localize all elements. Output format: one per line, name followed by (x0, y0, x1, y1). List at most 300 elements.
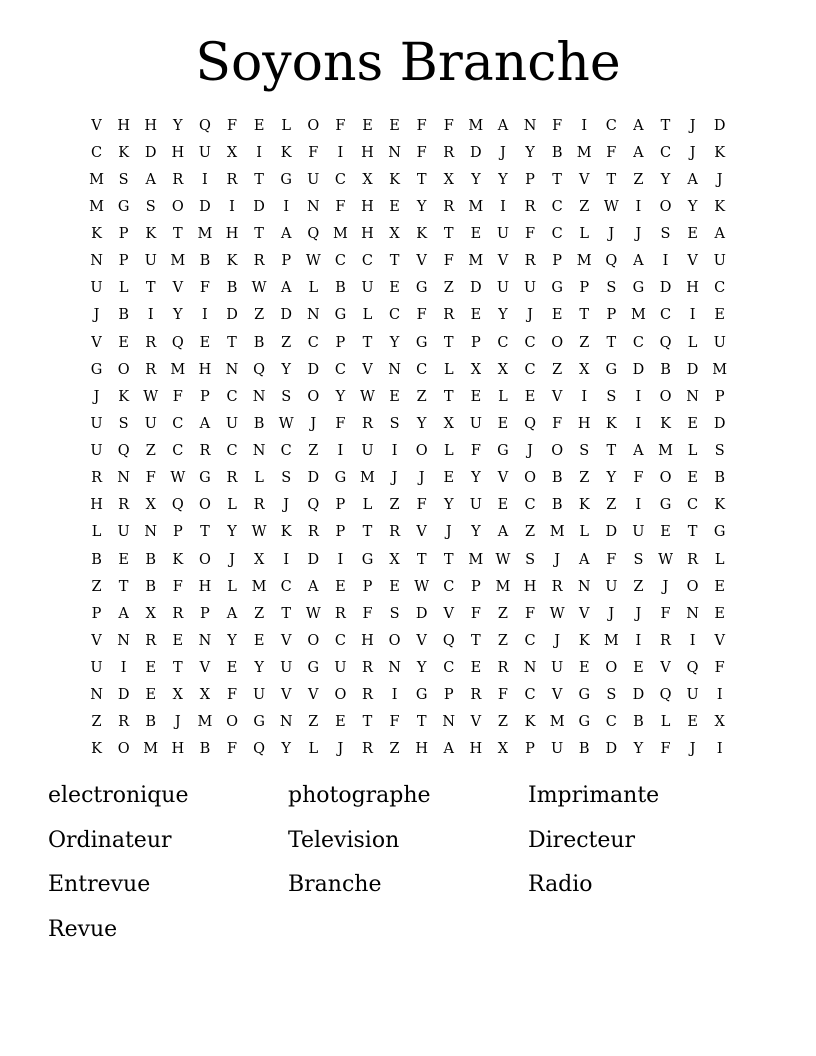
word-item: electronique (48, 783, 189, 808)
grid-letter: P (335, 497, 346, 514)
grid-letter: F (470, 443, 481, 460)
grid-letter: A (199, 415, 211, 432)
grid-letter: Y (525, 144, 535, 161)
grid-letter: Z (254, 605, 265, 622)
grid-letter: D (144, 144, 157, 161)
grid-letter: D (713, 415, 726, 432)
grid-letter: R (145, 361, 157, 378)
grid-letter: F (416, 307, 427, 324)
grid-letter: V (660, 660, 671, 677)
grid-letter: T (443, 226, 454, 243)
grid-letter: S (606, 687, 617, 704)
grid-letter: T (443, 388, 454, 405)
grid-letter: E (226, 660, 238, 677)
grid-letter: C (307, 334, 319, 351)
grid-letter: U (280, 660, 293, 677)
grid-letter: B (145, 551, 157, 568)
grid-letter: O (117, 741, 130, 758)
grid-letter: C (280, 578, 292, 595)
grid-letter: R (362, 687, 373, 704)
grid-letter: G (415, 334, 428, 351)
grid-letter: K (91, 226, 102, 243)
grid-letter: N (442, 714, 456, 731)
grid-letter: V (172, 280, 184, 297)
grid-letter: U (632, 524, 645, 541)
grid-letter: B (145, 714, 157, 731)
grid-letter: A (578, 551, 590, 568)
grid-letter: V (199, 660, 211, 677)
grid-letter: G (199, 470, 211, 487)
grid-letter: U (713, 253, 726, 270)
grid-letter: H (361, 144, 374, 161)
grid-letter: G (605, 361, 618, 378)
grid-letter: I (635, 632, 642, 649)
grid-letter: Z (633, 578, 644, 595)
grid-letter: Y (498, 171, 508, 188)
grid-letter: W (143, 388, 159, 405)
grid-letter: T (172, 226, 183, 243)
grid-letter: J (608, 605, 615, 622)
grid-letter: R (118, 714, 130, 731)
grid-letter: F (525, 226, 536, 243)
grid-letter: M (630, 307, 646, 324)
grid-letter: E (389, 578, 400, 595)
word-item: Entrevue (48, 872, 151, 897)
grid-letter: U (523, 280, 537, 297)
grid-letter: S (633, 551, 644, 568)
grid-letter: Q (198, 117, 211, 134)
grid-letter: F (416, 497, 427, 514)
grid-letter: E (578, 660, 590, 677)
grid-letter: M (197, 226, 213, 243)
grid-letter: X (470, 361, 482, 378)
grid-letter: E (687, 470, 698, 487)
grid-letter: S (714, 443, 725, 460)
grid-letter: D (605, 524, 618, 541)
grid-letter: A (633, 253, 644, 270)
grid-letter: E (714, 605, 725, 622)
grid-letter: P (714, 388, 725, 405)
grid-letter: F (226, 117, 238, 134)
grid-letter: M (251, 578, 267, 595)
grid-letter: A (118, 605, 129, 622)
grid-letter: M (197, 714, 213, 731)
grid-letter: Z (443, 280, 454, 297)
grid-letter: V (470, 714, 482, 731)
grid-letter: A (308, 578, 319, 595)
grid-letter: Q (686, 660, 699, 677)
grid-letter: I (689, 307, 696, 324)
grid-letter: P (606, 307, 617, 324)
grid-letter: M (549, 524, 565, 541)
grid-letter: F (416, 117, 427, 134)
grid-letter: M (495, 578, 511, 595)
grid-letter: E (687, 226, 698, 243)
grid-letter: N (252, 388, 266, 405)
grid-letter: U (307, 171, 320, 188)
grid-letter: F (362, 605, 373, 622)
grid-letter: E (118, 551, 129, 568)
grid-letter: D (470, 144, 482, 161)
grid-letter: B (253, 334, 265, 351)
grid-letter: L (443, 443, 454, 460)
grid-letter: I (635, 388, 642, 405)
grid-letter: J (445, 524, 452, 541)
grid-letter: X (389, 226, 400, 243)
grid-letter: C (524, 632, 536, 649)
grid-letter: Y (687, 198, 698, 215)
grid-letter: G (307, 660, 320, 677)
grid-letter: H (198, 361, 212, 378)
grid-letter: U (144, 415, 157, 432)
grid-letter: C (334, 171, 346, 188)
grid-letter: I (635, 415, 642, 432)
grid-letter: H (171, 144, 185, 161)
grid-letter: O (686, 578, 699, 595)
grid-letter: N (90, 687, 103, 704)
grid-letter: M (143, 741, 159, 758)
grid-letter: W (360, 388, 375, 405)
grid-letter: N (252, 443, 266, 460)
grid-letter: R (470, 687, 482, 704)
grid-letter: P (118, 253, 129, 270)
grid-letter: V (497, 470, 509, 487)
grid-letter: O (551, 334, 564, 351)
grid-letter: G (90, 361, 103, 378)
grid-letter: Q (605, 253, 618, 270)
grid-letter: T (606, 443, 617, 460)
grid-letter: B (226, 280, 238, 297)
grid-letter: V (497, 253, 509, 270)
grid-letter: D (307, 361, 320, 378)
grid-letter: V (308, 687, 319, 704)
grid-letter: G (280, 171, 292, 188)
grid-letter: Z (389, 741, 400, 758)
grid-letter: V (578, 171, 590, 188)
grid-letter: G (551, 280, 563, 297)
grid-letter: T (416, 714, 427, 731)
grid-letter: I (229, 198, 235, 215)
grid-letter: C (334, 253, 346, 270)
grid-letter: K (605, 415, 617, 432)
grid-letter: K (714, 144, 726, 161)
grid-letter: O (659, 470, 672, 487)
grid-letter: Y (416, 198, 427, 215)
grid-letter: J (554, 551, 561, 568)
grid-letter: Q (117, 443, 130, 460)
grid-letter: V (416, 524, 427, 541)
grid-letter: D (713, 117, 726, 134)
grid-letter: C (687, 497, 699, 514)
grid-letter: O (307, 632, 320, 649)
grid-letter: E (443, 470, 455, 487)
grid-letter: C (226, 388, 238, 405)
grid-letter: K (524, 714, 536, 731)
grid-letter: D (415, 605, 428, 622)
grid-letter: Q (307, 226, 320, 243)
grid-letter: B (551, 144, 563, 161)
grid-letter: T (606, 171, 617, 188)
grid-letter: V (91, 334, 102, 351)
grid-letter: U (686, 687, 699, 704)
grid-letter: Z (416, 388, 427, 405)
grid-letter: L (227, 497, 237, 514)
grid-letter: M (170, 253, 186, 270)
grid-letter: F (470, 605, 481, 622)
grid-letter: C (551, 226, 563, 243)
grid-letter: H (686, 280, 699, 297)
grid-letter: O (415, 443, 428, 460)
grid-letter: E (470, 660, 482, 677)
grid-letter: E (389, 280, 400, 297)
grid-letter: I (202, 171, 208, 188)
grid-letter: H (577, 415, 591, 432)
grid-letter: H (117, 117, 130, 134)
grid-letter: L (362, 307, 373, 324)
grid-letter: C (389, 307, 401, 324)
grid-letter: F (633, 470, 644, 487)
grid-letter: R (524, 253, 536, 270)
grid-letter: J (174, 714, 181, 731)
grid-letter: Z (308, 714, 319, 731)
grid-letter: X (497, 741, 509, 758)
grid-letter: E (524, 388, 536, 405)
word-item: Ordinateur (48, 827, 172, 853)
grid-letter: G (334, 470, 347, 487)
grid-letter: P (443, 687, 454, 704)
grid-letter: S (118, 415, 129, 432)
grid-letter: I (500, 198, 506, 215)
grid-letter: E (335, 578, 346, 595)
word-item: Imprimante (528, 783, 660, 808)
grid-letter: E (714, 578, 725, 595)
grid-letter: E (714, 307, 725, 324)
grid-letter: U (144, 253, 157, 270)
grid-letter: W (414, 578, 430, 595)
grid-letter: R (334, 605, 346, 622)
grid-letter: B (714, 470, 726, 487)
grid-letter: F (552, 415, 563, 432)
grid-letter: F (389, 714, 400, 731)
grid-letter: M (576, 144, 592, 161)
grid-letter: I (716, 687, 723, 704)
grid-letter: D (659, 280, 672, 297)
grid-letter: E (687, 714, 698, 731)
grid-letter: B (660, 361, 671, 378)
grid-letter: F (145, 470, 156, 487)
grid-letter: W (603, 198, 619, 215)
grid-letter: P (172, 524, 183, 541)
grid-letter: B (199, 253, 211, 270)
grid-letter: M (468, 551, 484, 568)
grid-letter: J (608, 226, 615, 243)
grid-letter: Q (171, 334, 184, 351)
grid-letter: K (389, 171, 400, 188)
grid-letter: Y (227, 632, 237, 649)
grid-letter: U (469, 497, 482, 514)
grid-letter: T (281, 605, 292, 622)
grid-letter: I (391, 443, 398, 460)
grid-letter: I (635, 198, 642, 215)
grid-letter: H (523, 578, 537, 595)
grid-letter: E (335, 714, 346, 731)
grid-letter: Q (253, 741, 266, 758)
grid-letter: Q (659, 334, 672, 351)
grid-letter: J (527, 443, 533, 460)
grid-letter: D (117, 687, 130, 704)
grid-letter: Y (416, 415, 427, 432)
grid-letter: L (362, 497, 373, 514)
grid-letter: D (307, 470, 320, 487)
grid-letter: O (551, 443, 564, 460)
grid-letter: B (199, 741, 211, 758)
grid-letter: Y (416, 660, 427, 677)
grid-letter: P (525, 171, 535, 188)
grid-letter: G (334, 307, 347, 324)
grid-letter: Y (281, 361, 291, 378)
grid-letter: V (91, 117, 102, 134)
grid-letter: C (172, 443, 184, 460)
grid-letter: O (198, 551, 211, 568)
grid-letter: Y (227, 524, 237, 541)
grid-letter: V (551, 388, 563, 405)
grid-letter: C (361, 253, 374, 270)
grid-letter: B (91, 551, 102, 568)
grid-letter: F (606, 144, 617, 161)
word-search-grid (83, 112, 733, 763)
word-item: Television (288, 827, 400, 853)
grid-letter: Z (606, 497, 617, 514)
grid-letter: T (254, 226, 264, 243)
grid-letter: V (416, 253, 427, 270)
grid-letter: E (389, 117, 400, 134)
grid-letter: Q (524, 415, 536, 432)
grid-letter: N (225, 361, 239, 378)
grid-letter: E (389, 388, 400, 405)
grid-letter: N (279, 714, 293, 731)
grid-letter: N (686, 605, 699, 622)
grid-letter: N (577, 578, 591, 595)
grid-letter: Q (659, 687, 672, 704)
grid-letter: R (145, 334, 157, 351)
grid-letter: F (660, 605, 671, 622)
grid-letter: S (606, 280, 617, 297)
grid-letter: C (605, 117, 617, 134)
grid-letter: C (551, 198, 563, 215)
grid-letter: L (687, 443, 698, 460)
grid-letter: N (388, 361, 401, 378)
grid-letter: F (525, 605, 536, 622)
grid-letter: V (714, 632, 725, 649)
grid-letter: T (145, 280, 156, 297)
grid-letter: D (686, 361, 699, 378)
grid-letter: G (578, 714, 591, 731)
grid-letter: Z (579, 334, 590, 351)
grid-letter: R (389, 524, 401, 541)
grid-letter: G (361, 551, 374, 568)
grid-letter: C (524, 334, 536, 351)
grid-letter: R (253, 253, 265, 270)
grid-letter: C (280, 443, 292, 460)
grid-letter: T (660, 117, 671, 134)
grid-letter: F (497, 687, 508, 704)
grid-letter: K (91, 741, 102, 758)
word-item: Branche (288, 872, 382, 897)
grid-letter: X (389, 551, 400, 568)
grid-letter: H (144, 117, 158, 134)
grid-letter: M (549, 714, 565, 731)
grid-letter: X (172, 687, 183, 704)
grid-letter: F (308, 144, 319, 161)
grid-letter: S (660, 226, 671, 243)
grid-letter: K (172, 551, 184, 568)
grid-letter: H (469, 741, 483, 758)
grid-letter: I (202, 307, 208, 324)
grid-letter: A (633, 443, 644, 460)
grid-letter: O (659, 388, 672, 405)
grid-letter: D (253, 198, 265, 215)
grid-letter: R (362, 415, 373, 432)
word-item: Revue (48, 916, 118, 942)
grid-letter: G (497, 443, 509, 460)
grid-letter: I (581, 117, 588, 134)
grid-letter: V (91, 632, 102, 649)
grid-letter: F (443, 117, 454, 134)
grid-letter: H (415, 741, 428, 758)
grid-letter: C (524, 687, 536, 704)
grid-letter: L (308, 280, 319, 297)
grid-letter: G (415, 280, 428, 297)
grid-letter: U (90, 280, 103, 297)
grid-letter: I (147, 307, 154, 324)
grid-letter: C (416, 361, 428, 378)
grid-letter: Z (91, 714, 102, 731)
grid-letter: C (443, 578, 455, 595)
grid-letter: I (256, 144, 262, 161)
grid-letter: S (606, 388, 617, 405)
grid-letter: M (332, 226, 348, 243)
grid-letter: J (93, 307, 100, 324)
grid-letter: O (659, 198, 672, 215)
grid-letter: P (91, 605, 102, 622)
grid-letter: U (198, 144, 212, 161)
grid-letter: J (554, 632, 561, 649)
grid-letter: F (226, 687, 238, 704)
grid-letter: J (689, 117, 696, 134)
grid-letter: J (310, 415, 317, 432)
grid-letter: E (633, 660, 644, 677)
grid-letter: S (281, 470, 292, 487)
grid-letter: J (689, 144, 696, 161)
grid-letter: V (280, 687, 292, 704)
grid-letter: W (251, 280, 267, 297)
grid-letter: G (713, 524, 726, 541)
grid-letter: C (443, 660, 455, 677)
grid-letter: I (689, 632, 696, 649)
grid-letter: U (605, 578, 618, 595)
grid-letter: B (118, 307, 129, 324)
grid-letter: F (199, 280, 210, 297)
grid-letter: I (635, 497, 642, 514)
grid-letter: Y (389, 334, 400, 351)
grid-letter: H (171, 741, 185, 758)
grid-letter: R (443, 307, 455, 324)
grid-letter: X (579, 361, 590, 378)
grid-letter: Z (497, 632, 508, 649)
grid-letter: W (278, 415, 294, 432)
grid-letter: K (226, 253, 238, 270)
grid-letter: K (416, 226, 428, 243)
